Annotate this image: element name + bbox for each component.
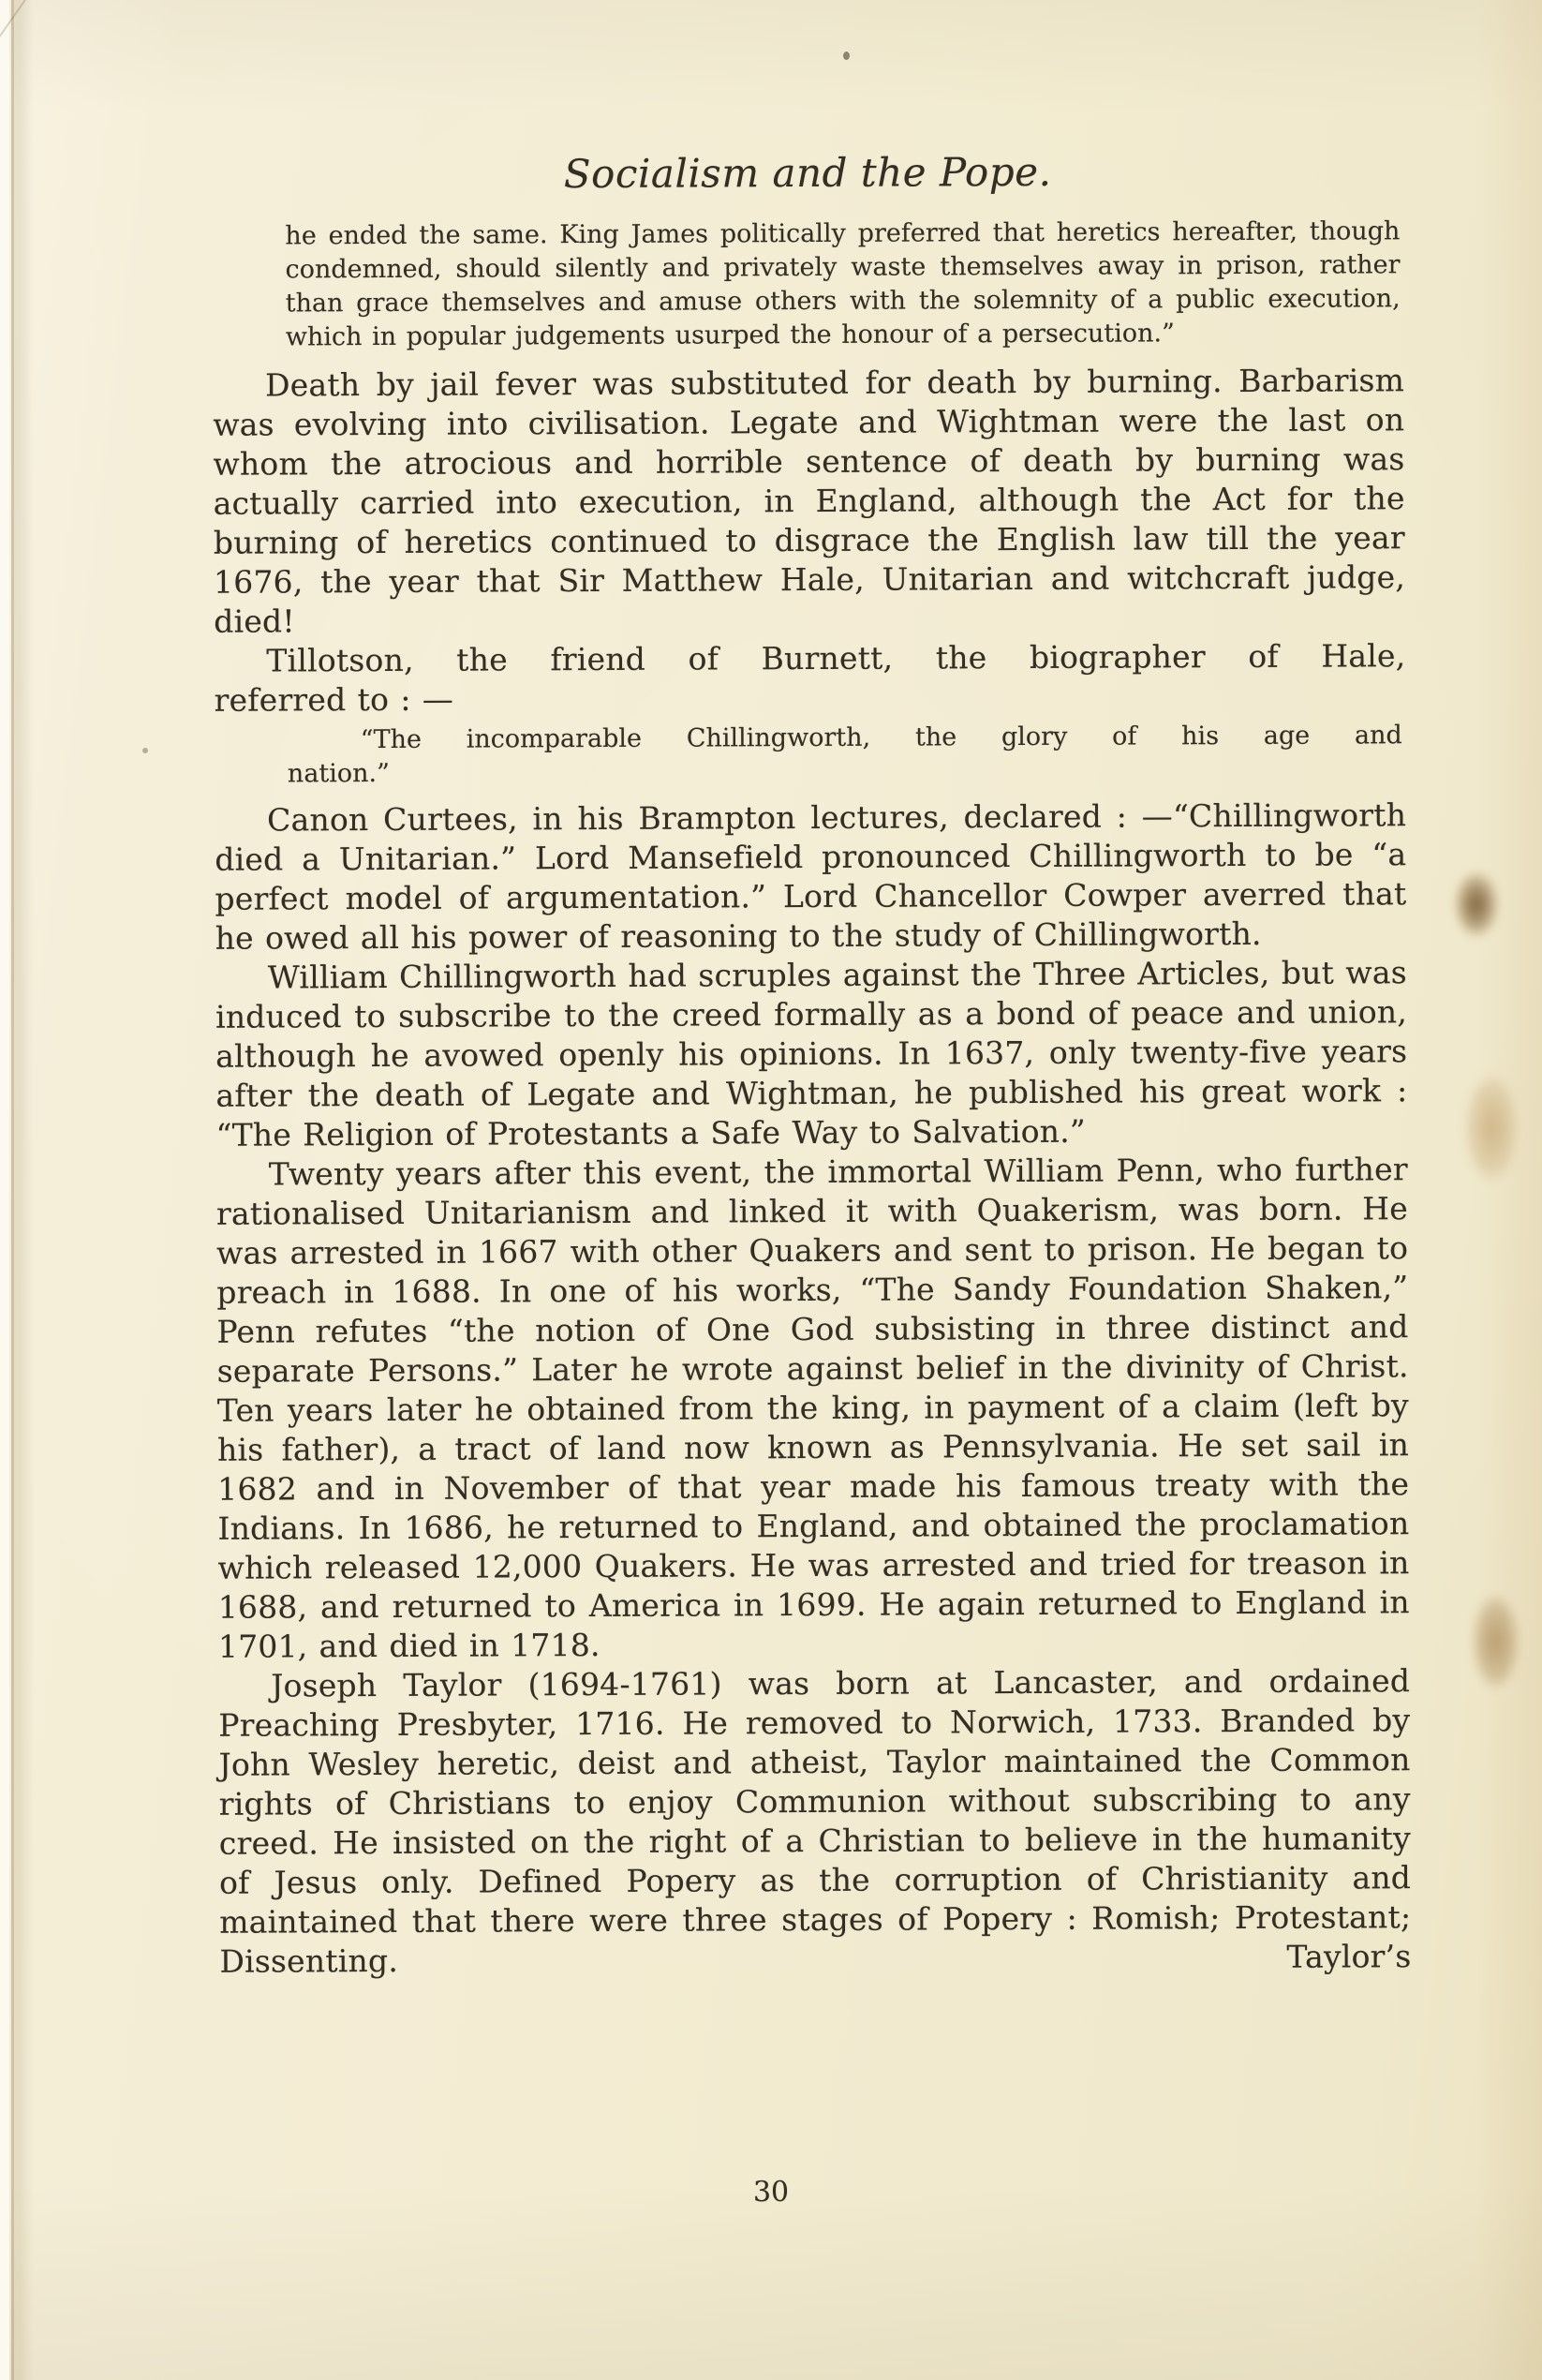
blockquote-chillingworth [288,719,1402,791]
stain-mark-2 [1450,1053,1525,1203]
stain-mark-3 [1460,1576,1525,1707]
stain-mark-1 [1446,864,1506,954]
blockquote-line: nation.” [287,758,390,789]
paragraph-william-chillingworth: William Chillingworth had scruples against the Three Articles, but was induced to subscribe to the creed formally as a bond of peace and union, although he avowed openly his opinions. In 1637, only twenty-five years after the death of Legate and Wightman, he published his great work : “The Religion of Protestants a Safe Way to Salvation.” [215,954,1408,1153]
ink-speck [142,748,148,753]
blockquote-line: “The incomparable Chillingworth, the glory of his age and [360,721,1402,755]
paragraph-death-by-jail-fever: Death by jail fever was substituted for death by burning. Barbarism was evolving into civilisation. Legate and Wightman were the last on whom the atrocious and horrible sentence of death by burning was actually carried into execution, in England, although the Act for the burning of heretics continued to disgrace the English law till the year 1676, the year that Sir Matthew Hale, Unitarian and witchcraft judge, died! [213,362,1406,640]
page-title: Socialism and the Pope. [563,148,1052,198]
paragraph-william-penn: Twenty years after this event, the immortal William Penn, who further rationalised Unitarianism and linked it with Quakerism, was born. He was arrested in 1667 with other Quakers and sent to prison. He began to preach in 1688. In one of his works, “The Sandy Foundation Shaken,” Penn refutes “the notion of One God subsisting in three distinct and separate Persons.” Later he wrote against belief in the divinity of Christ. Ten years later he obtained from the king, in payment of a claim (left by his father), a tract of land now known as Pennsylvania. He set sail in 1682 and in November of that year made his famous treaty with the Indians. In 1686, he returned to England, and obtained the proclamation which released 12,000 Quakers. He was arrested and tried for treason in 1688, and returned to America in 1699. He again returned to England in 1701, and died in 1718. [215,1151,1410,1665]
blockquote-king-james: he ended the same. King James politically preferred that heretics hereafter, though condemned, should silently and privately waste themselves away in prison, rather than grace themselves and amuse others with the solemnity of a public execution, which in popular judgements usurped the honour of a persecution.” [285,216,1401,352]
page-content [212,147,1412,1982]
ink-speck [843,52,850,60]
paragraph-joseph-taylor: Joseph Taylor (1694-1761) was born at Lancaster, and ordained Preaching Presbyter, 1716. He removed to Norwich, 1733. Branded by John Wesley heretic, deist and atheist, Taylor maintained the Common rights of Christians to enjoy Communion without subscribing to any creed. He insisted on the right of a Christian to believe in the humanity of Jesus only. Defined Popery as the corruption of Christianity and maintained that there were three stages of Popery : Romish; Protestant; Dissenting. Taylor’s [218,1662,1412,1980]
page-edge-crease [11,0,36,2380]
paragraph-tillotson [214,636,1405,721]
paragraph-line: referred to : — [214,680,454,719]
scan-edge-strip [0,0,9,2380]
paragraph-line: Tillotson, the friend of Burnett, the biographer of Hale, [266,637,1406,679]
page-number: 30 [752,2175,790,2209]
paragraph-canon-curtees: Canon Curtees, in his Brampton lectures, declared : —“Chillingworth died a Unitarian.” Lord Mansefield pronounced Chillingworth to be “a perfect model of argumentation.” Lord Chancellor Cowper averred that he owed all his power of reasoning to the study of Chillingworth. [215,796,1407,957]
